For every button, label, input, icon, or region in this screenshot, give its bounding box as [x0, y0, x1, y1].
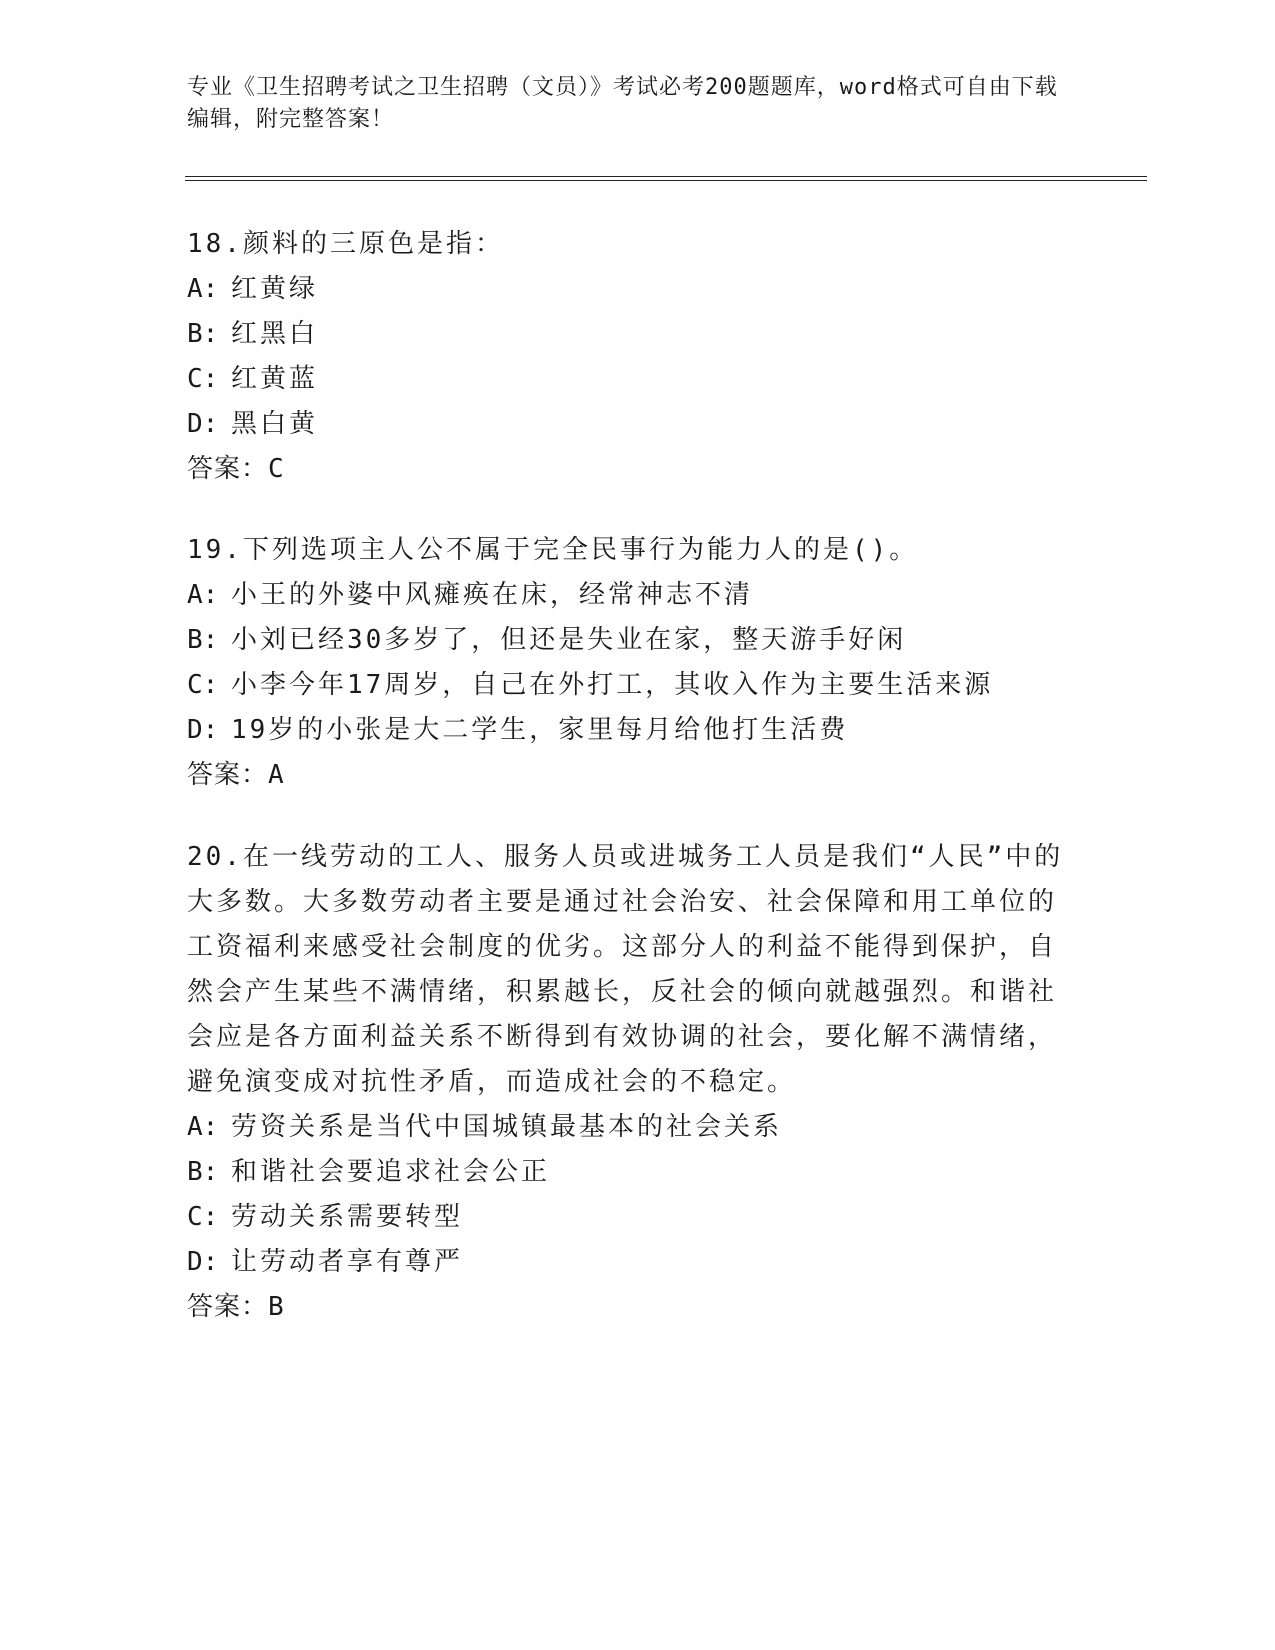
- option-text: 劳动关系需要转型: [231, 1202, 464, 1232]
- option-letter: B:: [187, 1157, 219, 1187]
- answer-label: 答案：: [187, 454, 269, 484]
- option-letter: D:: [187, 1247, 219, 1277]
- option-a: [187, 573, 1067, 618]
- answer-line: [187, 1285, 1067, 1330]
- option-text: 19岁的小张是大二学生，家里每月给他打生活费: [231, 715, 849, 745]
- document-header: 专业《卫生招聘考试之卫生招聘（文员）》考试必考200题题库，word格式可自由下载编辑，附完整答案！: [187, 75, 1058, 132]
- question-19: [187, 528, 1067, 798]
- option-text: 和谐社会要追求社会公正: [231, 1157, 551, 1187]
- option-letter: D:: [187, 715, 219, 745]
- question-stem: 20.在一线劳动的工人、服务人员或进城务工人员是我们“人民”中的大多数。大多数劳动者主要是通过社会治安、社会保障和用工单位的工资福利来感受社会制度的优劣。这部分人的利益不能得到保护，自然会产生某些不满情绪，积累越长，反社会的倾向就越强烈。和谐社会应是各方面利益关系不断得到有效协调的社会，要化解不满情绪，避免演变成对抗性矛盾，而造成社会的不稳定。: [187, 842, 1064, 1097]
- option-text: 小刘已经30多岁了，但还是失业在家，整天游手好闲: [231, 625, 907, 655]
- option-letter: A:: [187, 580, 219, 610]
- option-d: [187, 402, 1067, 447]
- option-letter: B:: [187, 625, 219, 655]
- option-text: 让劳动者享有尊严: [231, 1247, 464, 1277]
- option-c: [187, 357, 1067, 402]
- option-letter: C:: [187, 1202, 219, 1232]
- answer-value: B: [268, 1292, 285, 1322]
- option-a: [187, 267, 1067, 312]
- option-b: [187, 1150, 1067, 1195]
- option-letter: A:: [187, 1112, 219, 1142]
- answer-label: 答案：: [187, 760, 269, 790]
- option-d: [187, 708, 1067, 753]
- option-c: [187, 1195, 1067, 1240]
- option-d: [187, 1240, 1067, 1285]
- answer-label: 答案：: [187, 1292, 269, 1322]
- answer-line: [187, 753, 1067, 798]
- header-divider: [185, 176, 1147, 181]
- option-text: 红黑白: [231, 319, 319, 349]
- question-20: [187, 835, 1067, 1330]
- option-text: 红黄绿: [231, 274, 319, 304]
- option-letter: A:: [187, 274, 219, 304]
- option-text: 红黄蓝: [231, 364, 319, 394]
- option-text: 小李今年17周岁，自己在外打工，其收入作为主要生活来源: [231, 670, 994, 700]
- answer-line: [187, 447, 1067, 492]
- option-letter: D:: [187, 409, 219, 439]
- answer-value: C: [268, 454, 285, 484]
- option-text: 黑白黄: [231, 409, 319, 439]
- option-text: 劳资关系是当代中国城镇最基本的社会关系: [231, 1112, 783, 1142]
- option-c: [187, 663, 1067, 708]
- option-a: [187, 1105, 1067, 1150]
- question-stem: 18.颜料的三原色是指：: [187, 229, 504, 259]
- option-letter: B:: [187, 319, 219, 349]
- option-b: [187, 312, 1067, 357]
- question-stem: 19.下列选项主人公不属于完全民事行为能力人的是()。: [187, 535, 919, 565]
- answer-value: A: [268, 760, 285, 790]
- option-b: [187, 618, 1067, 663]
- option-text: 小王的外婆中风瘫痪在床，经常神志不清: [231, 580, 754, 610]
- question-18: [187, 222, 1067, 492]
- option-letter: C:: [187, 364, 219, 394]
- option-letter: C:: [187, 670, 219, 700]
